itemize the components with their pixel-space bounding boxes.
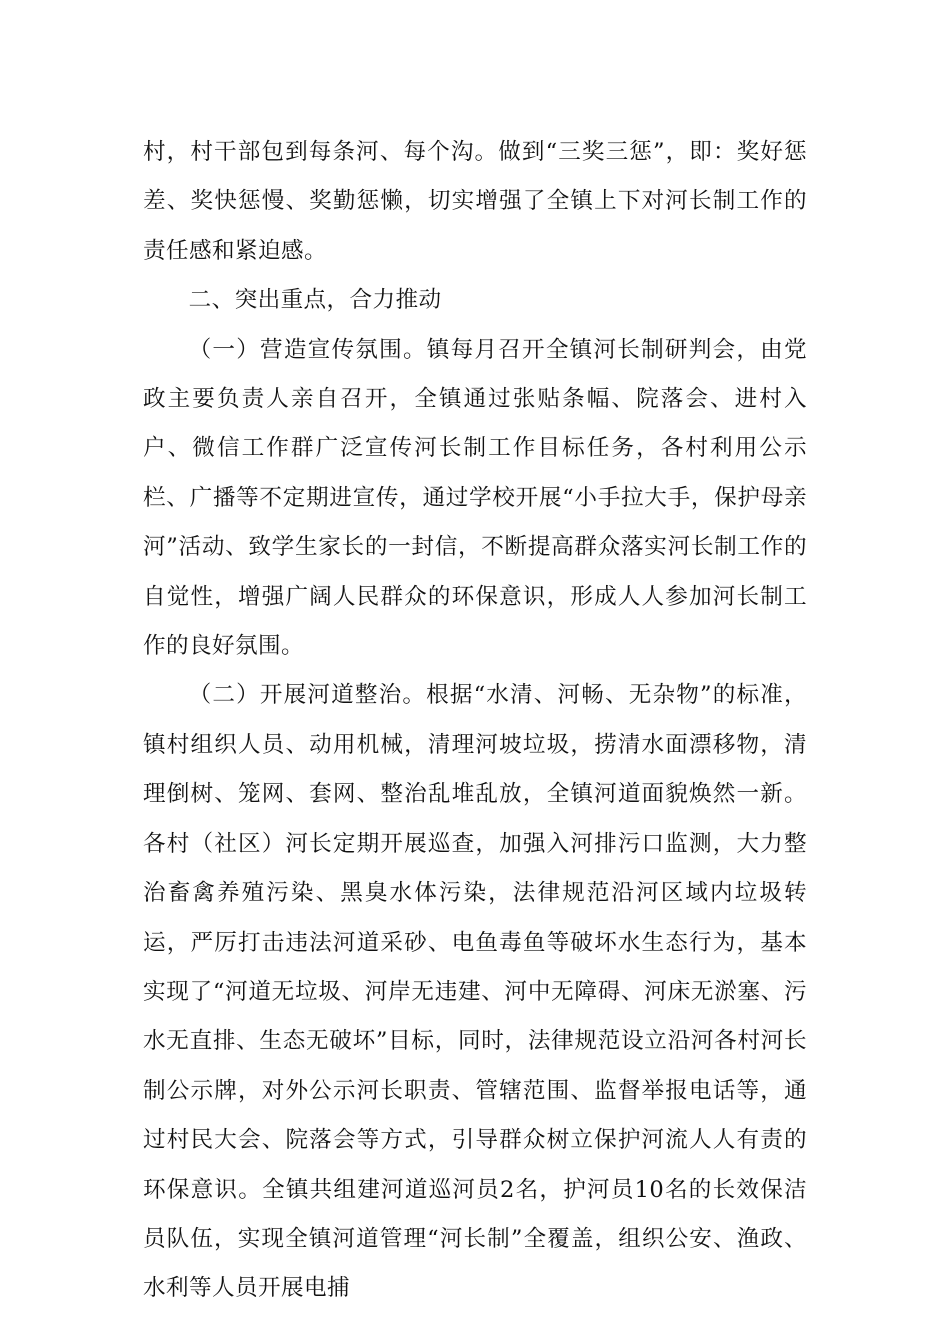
paragraph-continuation: 村，村干部包到每条河、每个沟。做到“三奖三惩”，即：奖好惩差、奖快惩慢、奖勤惩懒，切实增强了全镇上下对河长制工作的责任感和紧迫感。 bbox=[143, 139, 807, 264]
section-heading: 二、突出重点，合力推动 bbox=[188, 287, 442, 314]
document-body bbox=[143, 128, 807, 1314]
paragraph-river-rectification: （二）开展河道整治。根据“水清、河畅、无杂物”的标准，镇村组织人员、动用机械，清理河坡垃圾，捞清水面漂移物，清理倒树、笼网、套网、整治乱堆乱放，全镇河道面貌焕然一新。各村（社区）河长定期开展巡查，加强入河排污口监测，大力整治畜禽养殖污染、黑臭水体污染，法律规范沿河区域内垃圾转运，严厉打击违法河道采砂、电鱼毒鱼等破坏水生态行为，基本实现了“河道无垃圾、河岸无违建、河中无障碍、河床无淤塞、污水无直排、生态无破坏”目标，同时，法律规范设立沿河各村河长制公示牌，对外公示河长职责、管辖范围、监督举报电话等，通过村民大会、院落会等方式，引导群众树立保护河流人人有责的环保意识。全镇共组建河道巡河员2名，护河员10名的长效保洁员队伍，实现全镇河道管理“河长制”全覆盖，组织公安、渔政、水利等人员开展电捕 bbox=[143, 682, 807, 1302]
paragraph-publicity: （一）营造宣传氛围。镇每月召开全镇河长制研判会，由党政主要负责人亲自召开，全镇通过张贴条幅、院落会、进村入户、微信工作群广泛宣传河长制工作目标任务，各村利用公示栏、广播等不定期进宣传，通过学校开展“小手拉大手，保护母亲河”活动、致学生家长的一封信，不断提高群众落实河长制工作的自觉性，增强广阔人民群众的环保意识，形成人人参加河长制工作的良好氛围。 bbox=[143, 336, 807, 660]
